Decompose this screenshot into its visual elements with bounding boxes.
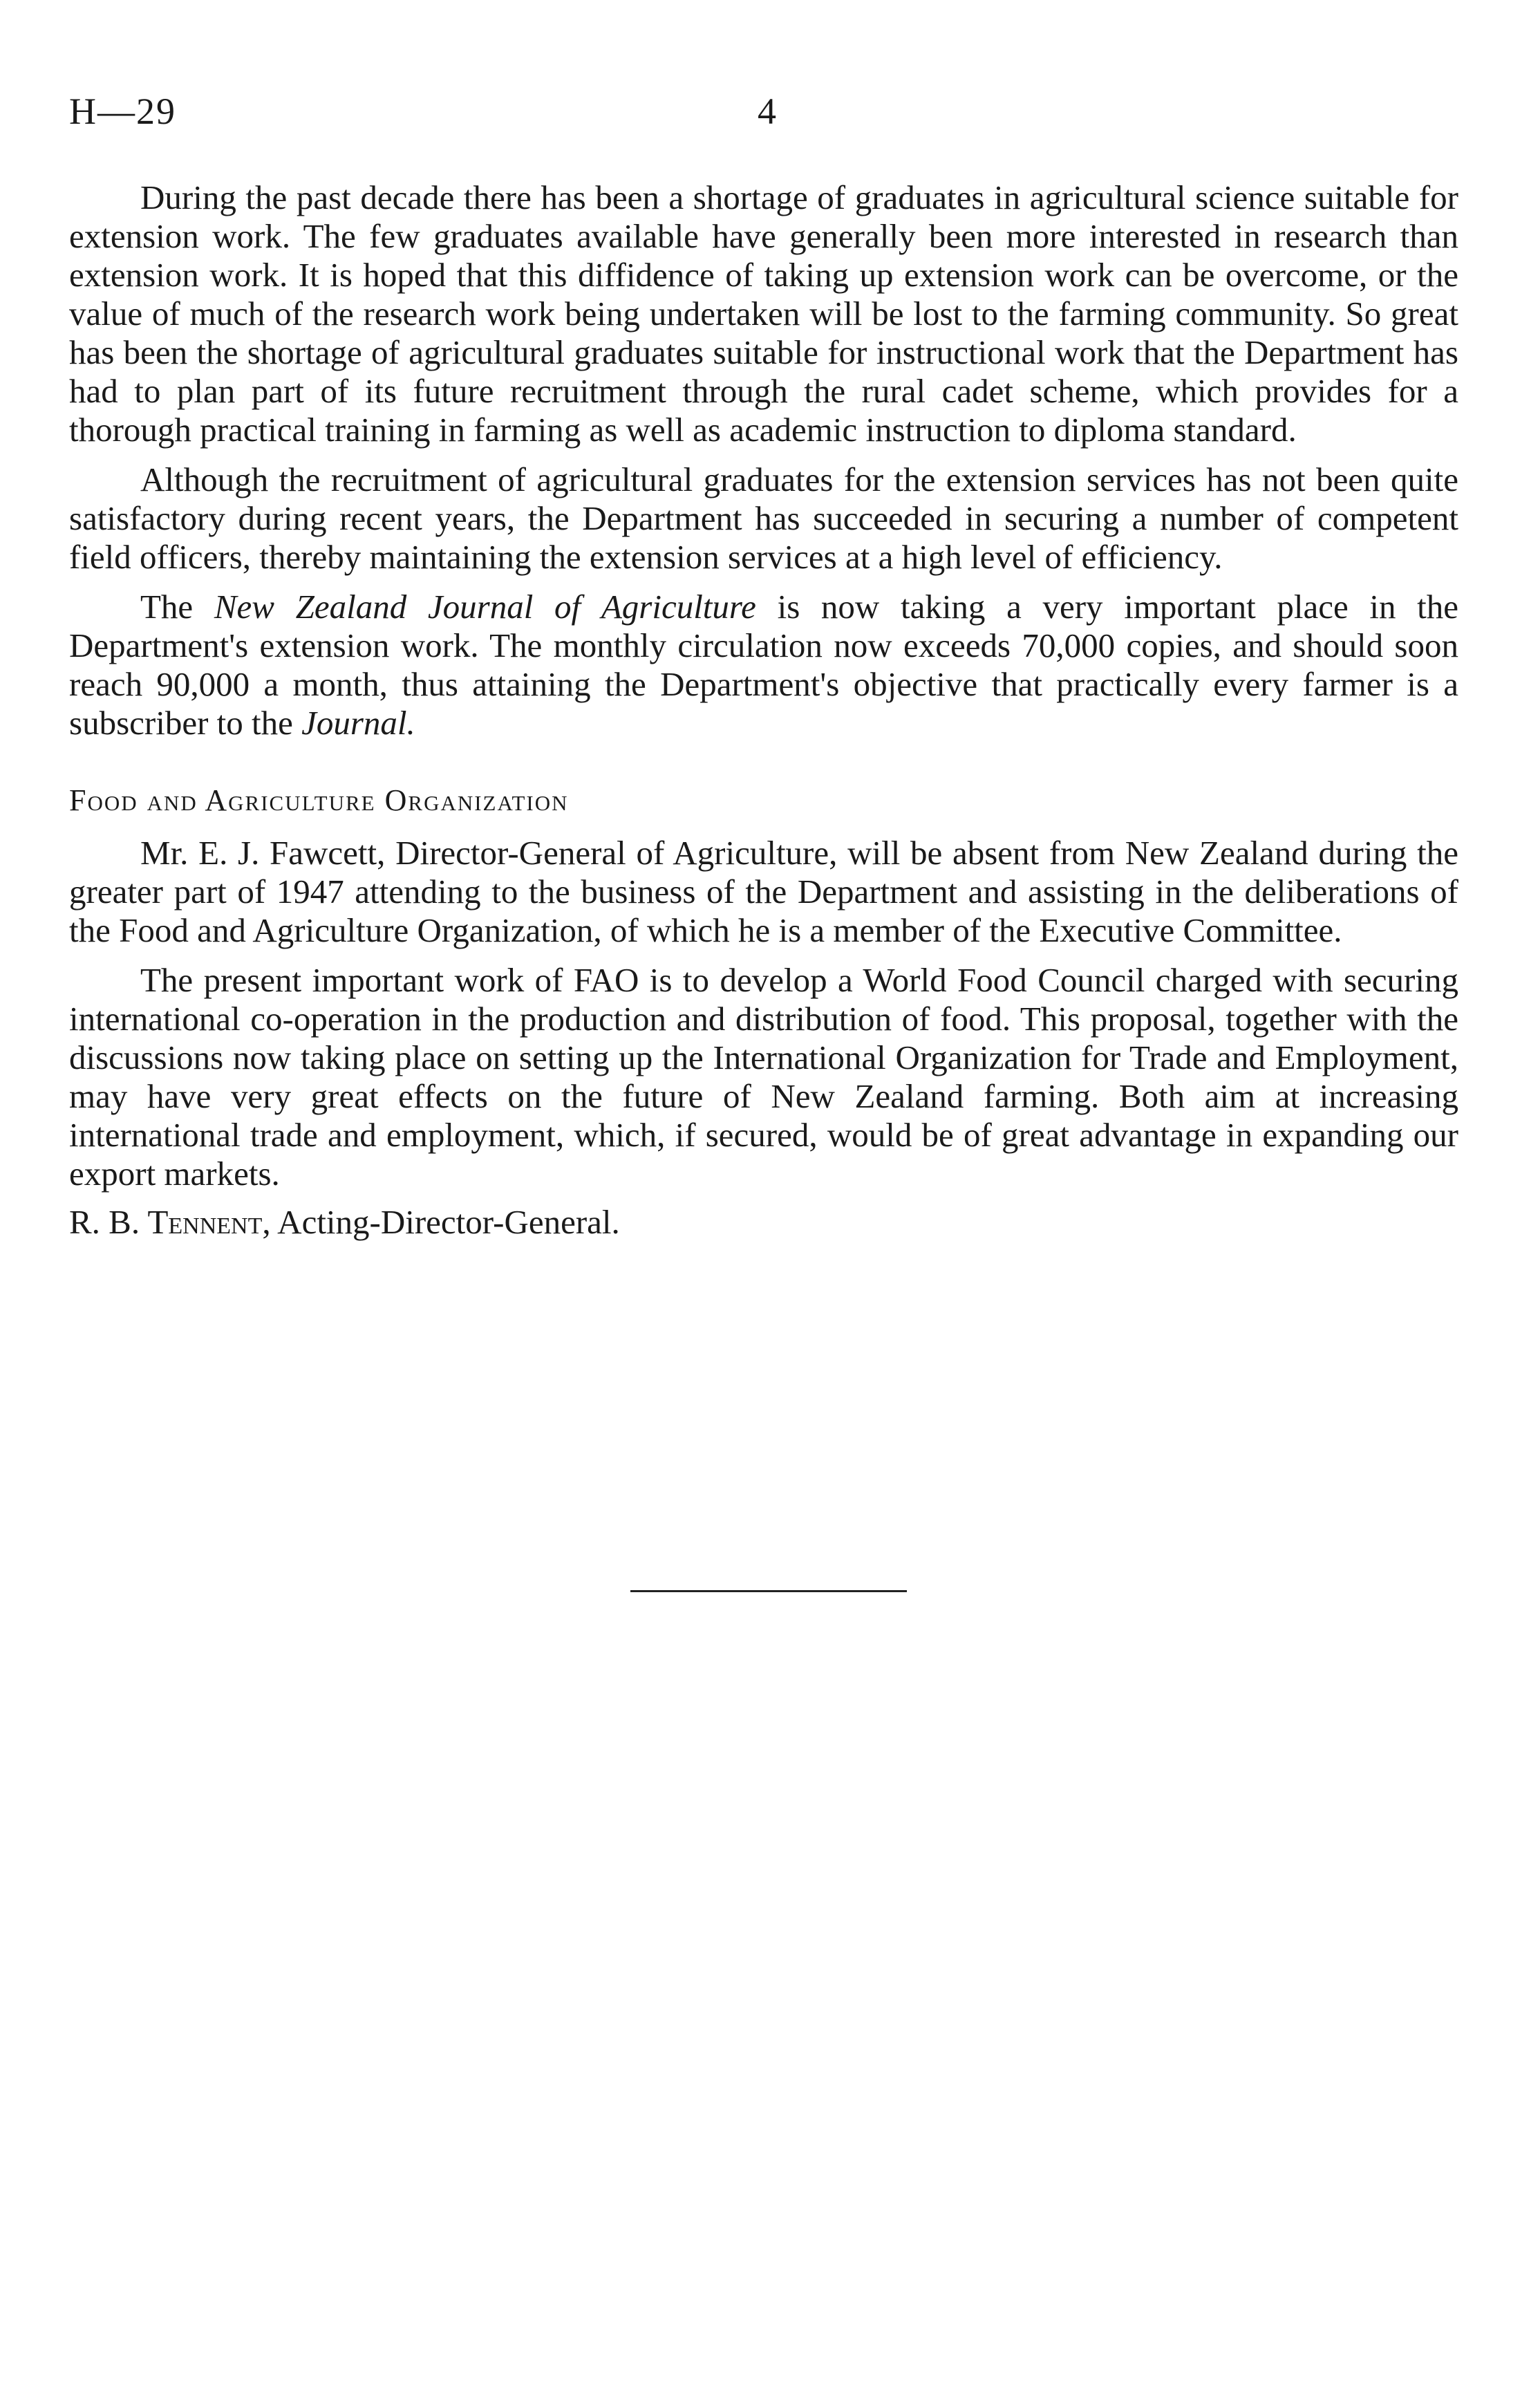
signatory-name: R. B. Tennent,: [69, 1203, 271, 1241]
body-text: [69, 178, 1458, 1242]
paragraph-journal: [69, 588, 1458, 743]
section-heading-fao: Food and Agriculture Organization: [69, 783, 569, 817]
signatory-title: Acting-Director-General.: [270, 1203, 620, 1241]
journal-short-title: Journal.: [301, 704, 415, 742]
paragraph-graduate-shortage: During the past decade there has been a shortage of graduates in agricultural science suitable for extension work. The few graduates available have generally been more interested in research than extension work. It is hoped that this diffidence of taking up extension work can be overcome, or the value of much of the research work being undertaken will be lost to the farming community. So great has been the shortage of agricultural graduates suitable for instructional work that the Department has had to plan part of its future recruitment through the rural cadet scheme, which provides for a thorough practical training in farming as well as academic instruction to diploma standard.: [69, 178, 1458, 449]
signature: [69, 1203, 1458, 1242]
page-number: 4: [758, 91, 776, 132]
journal-text-part1: The: [140, 588, 214, 626]
paragraph-fawcett: Mr. E. J. Fawcett, Director-General of Agriculture, will be absent from New Zealand during the greater part of 1947 attending to the business of the Department and assisting in the deliberations of the Food and Agriculture Organization, of which he is a member of the Executive Committee.: [69, 834, 1458, 949]
paragraph-fao-work: The present important work of FAO is to develop a World Food Council charged with securing international co-operation in the production and distribution of food. This proposal, together with the discussions now taking place on setting up the International Organization for Trade and Employment, may have very great effects on the future of New Zealand farming. Both aim at increasing international trade and employment, which, if secured, would be of great advantage in expanding our export markets.: [69, 961, 1458, 1193]
page-header: [69, 83, 1458, 138]
closing-rule-divider: [630, 1590, 907, 1592]
document-page: [69, 83, 1458, 1242]
journal-text-part2: is now taking a very important place in the Department's extension work. The monthly circulation now exceeds 70,000 copies, and should soon reach 90,000 a month, thus attaining the Department's objective that practically every farmer is a subscriber to the: [69, 588, 1459, 742]
paragraph-recruitment: Although the recruitment of agricultural graduates for the extension services has not been quite satisfactory during recent years, the Department has succeeded in securing a number of competent field officers, thereby maintaining the extension services at a high level of efficiency.: [69, 460, 1458, 576]
document-reference: H—29: [69, 91, 176, 132]
journal-title: New Zealand Journal of Agriculture: [214, 588, 756, 626]
